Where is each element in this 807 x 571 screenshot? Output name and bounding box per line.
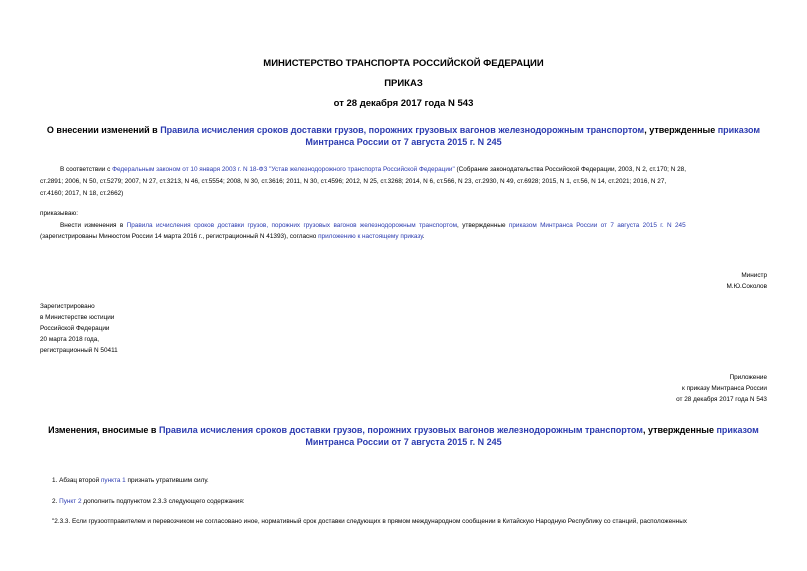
preamble-line-3: ст.4160; 2017, N 18, ст.2662) xyxy=(40,190,124,197)
title-mid: , утвержденные xyxy=(644,125,718,135)
annex-header-line-1: Приложение xyxy=(729,374,767,381)
registration-line-4: 20 марта 2018 года, xyxy=(40,336,100,343)
body-registration-text: (зарегистрированы Минюстом России 14 марта 2016 г., регистрационный N 41393), согласно xyxy=(40,233,319,240)
order-title xyxy=(40,124,767,148)
annex-title-rules-link[interactable]: Правила исчисления сроков доставки грузов, порожних грузовых вагонов железнодорожным транспортом xyxy=(158,425,643,435)
annex-title-mid: , утвержденные xyxy=(642,425,717,435)
preamble-line-1 xyxy=(60,165,780,175)
annex-title-prefix: Изменения, вносимые в xyxy=(48,425,159,435)
annex-title xyxy=(40,424,767,448)
body-rules-link[interactable]: Правила исчисления сроков доставки грузов, порожних грузовых вагонов железнодорожным транспортом xyxy=(126,222,458,229)
order-word: приказываю: xyxy=(40,210,78,217)
annex-title-order-link[interactable]: приказом xyxy=(716,425,759,435)
annex-header-line-2: к приказу Минтранса России xyxy=(682,385,767,392)
body-line-1 xyxy=(60,221,780,231)
annex-header-line-3: от 28 декабря 2017 года N 543 xyxy=(676,396,767,403)
item-2-link[interactable]: Пункт 2 xyxy=(59,498,82,505)
order-heading: ПРИКАЗ xyxy=(384,78,423,89)
annex-link[interactable]: приложению к настоящему приказу xyxy=(318,233,423,240)
item-1 xyxy=(52,476,209,486)
registration-line-5: регистрационный N 50411 xyxy=(40,347,118,354)
body-end: . xyxy=(422,233,425,240)
body-prefix: Внести изменения в xyxy=(60,222,127,229)
item-2-suffix: дополнить подпунктом 2.3.3 следующего содержания: xyxy=(81,498,245,505)
ministry-heading: МИНИСТЕРСТВО ТРАНСПОРТА РОССИЙСКОЙ ФЕДЕРАЦИИ xyxy=(263,58,544,69)
body-mid: , утвержденные xyxy=(457,222,509,229)
registration-line-3: Российской Федерации xyxy=(40,325,110,332)
preamble-prefix: В соответствии с xyxy=(60,166,113,173)
registration-line-2: в Министерстве юстиции xyxy=(40,314,115,321)
signature-name: М.Ю.Соколов xyxy=(726,283,767,290)
title-order-link-continued[interactable]: Минтранса России от 7 августа 2015 г. N 245 xyxy=(305,137,502,147)
annex-title-order-link-continued[interactable]: Минтранса России от 7 августа 2015 г. N 245 xyxy=(305,437,502,447)
title-prefix: О внесении изменений в xyxy=(46,125,161,135)
title-rules-link[interactable]: Правила исчисления сроков доставки грузов, порожних грузовых вагонов железнодорожным транспортом xyxy=(160,125,645,135)
title-order-link[interactable]: приказом xyxy=(717,125,761,135)
item-1-link[interactable]: пункта 1 xyxy=(100,477,126,484)
item-2 xyxy=(52,497,245,507)
registration-line-1: Зарегистрировано xyxy=(40,303,95,310)
preamble-line-2: ст.2891; 2006, N 50, ст.5279; 2007, N 27, ст.3213, N 46, ст.5554; 2008, N 30, ст.3616; 2011, N 30, ст.4596; 2012, N 25, ст.3268; 2014, N 6, ст.566, N 23, ст.2930, N 49, ст.6928; 2015, N 1, ст.56, N 14, ст.2021; 2016, N 27, xyxy=(40,178,667,185)
order-date-number: от 28 декабря 2017 года N 543 xyxy=(333,98,474,109)
item-1-prefix: 1. Абзац второй xyxy=(52,477,101,484)
signature-role: Министр xyxy=(741,272,767,279)
federal-law-link[interactable]: Федеральным законом от 10 января 2003 г. N 18-ФЗ "Устав железнодорожного транспорта Российской Федерации" xyxy=(112,166,455,173)
item-1-suffix: признать утратившим силу. xyxy=(125,477,209,484)
body-line-2 xyxy=(40,232,780,242)
body-order-link[interactable]: приказом Минтранса России от 7 августа 2015 г. N 245 xyxy=(508,222,686,229)
item-2-prefix: 2. xyxy=(52,498,60,505)
item-3: "2.3.3. Если грузоотправителем и перевозчиком не согласовано иное, нормативный срок доставки следующих в прямом международном сообщении в Китайскую Народную Республику со станций, расположенных xyxy=(52,518,687,525)
preamble-suffix: (Собрание законодательства Российской Федерации, 2003, N 2, ст.170; N 28, xyxy=(454,166,687,173)
